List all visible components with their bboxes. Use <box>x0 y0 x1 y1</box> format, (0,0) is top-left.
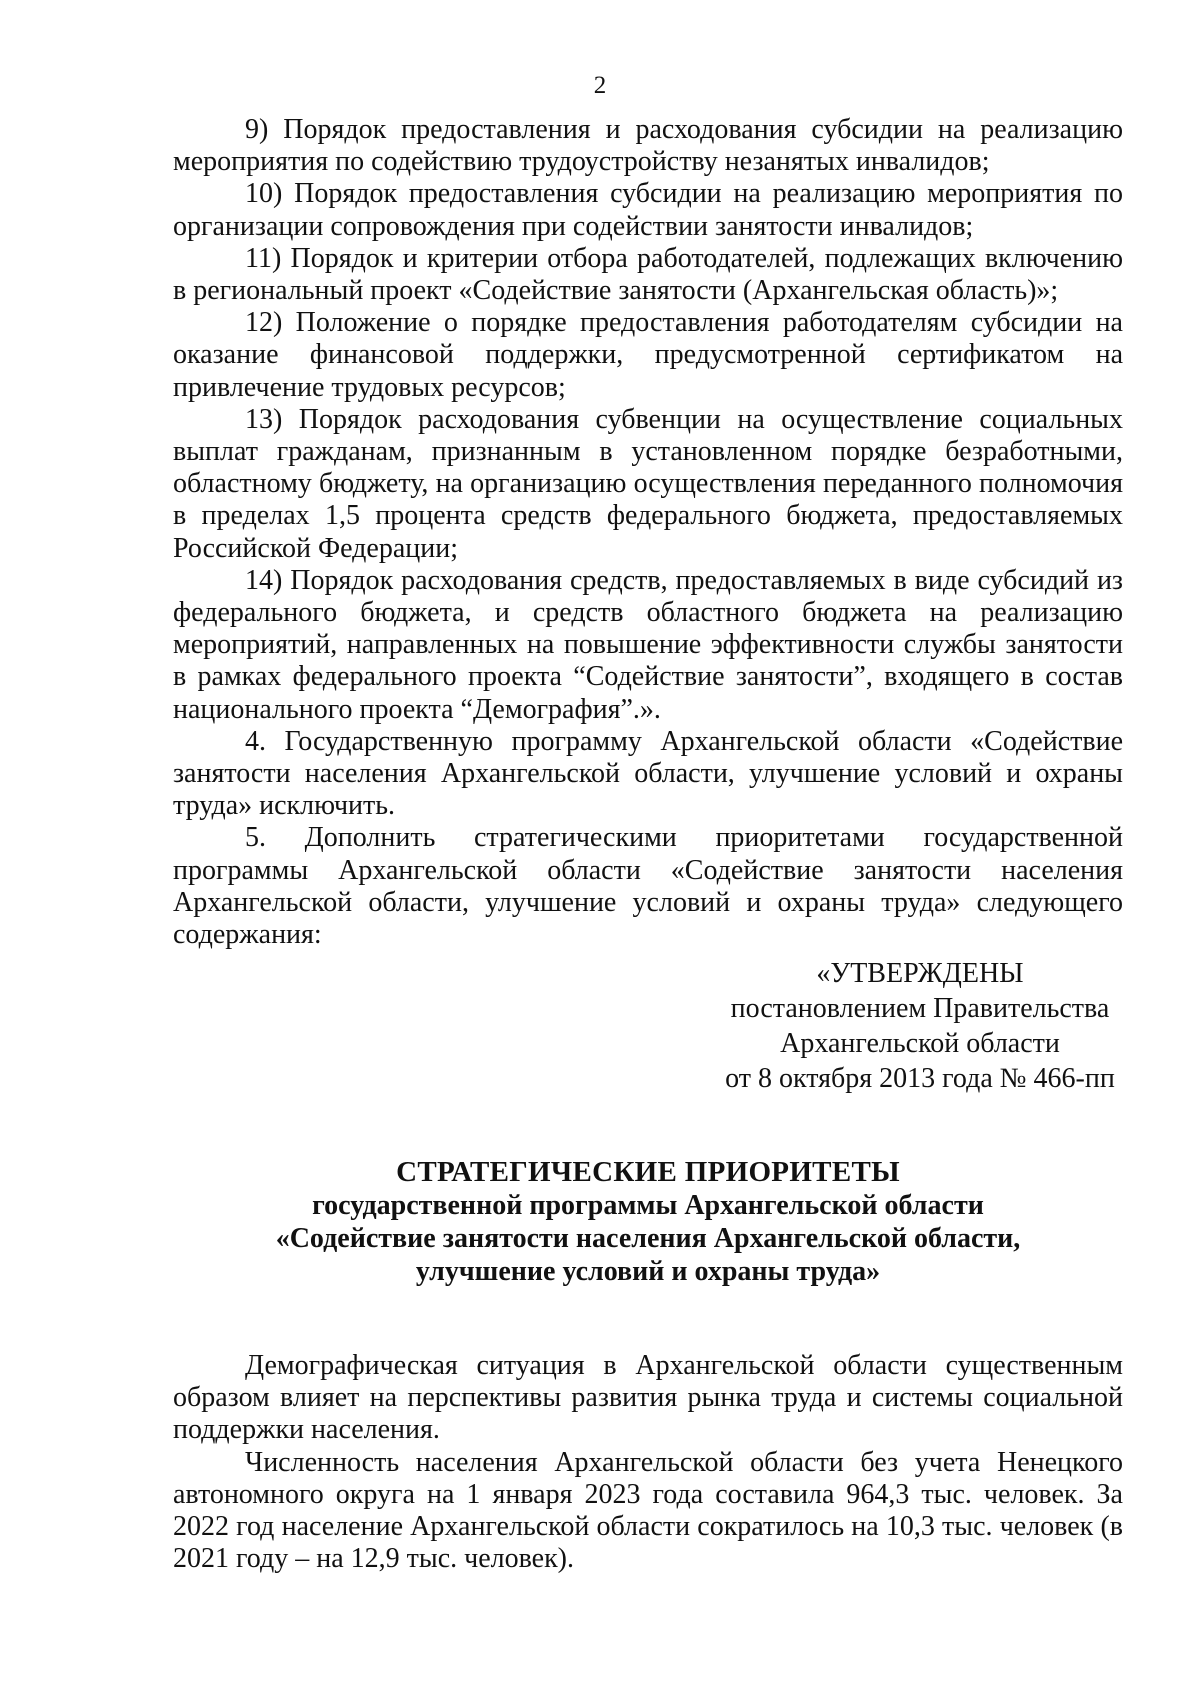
amendment-list <box>173 114 1123 951</box>
body-text <box>173 1350 1123 1575</box>
page-number: 2 <box>593 72 607 99</box>
approval-line-1: «УТВЕРЖДЕНЫ <box>816 958 1024 989</box>
list-item-13: 13) Порядок расходования субвенции на осуществление социальных выплат гражданам, признанным в установленном порядке безработными, областному бюджету, на организацию осуществления переданного полномочия в пределах 1,5 процента средств федерального бюджета, предоставляемых Российской Федерации; <box>173 403 1123 564</box>
approval-line-2: постановлением Правительства <box>730 993 1110 1024</box>
body-paragraph-population: Численность населения Архангельской области без учета Ненецкого автономного округа на 1 января 2023 года составила 964,3 тыс. человек. За 2022 год население Архангельской области сократилось на 10,3 тыс. человек (в 2021 году – на 12,9 тыс. человек). <box>173 1446 1123 1575</box>
approval-stamp <box>700 956 1140 1096</box>
title-line-1: СТРАТЕГИЧЕСКИЕ ПРИОРИТЕТЫ <box>396 1156 900 1188</box>
approval-line-4: от 8 октября 2013 года № 466-пп <box>725 1063 1115 1094</box>
section-title <box>173 1156 1123 1288</box>
body-paragraph-demography: Демографическая ситуация в Архангельской области существенным образом влияет на перспективы развития рынка труда и системы социальной поддержки населения. <box>173 1350 1123 1446</box>
list-item-10: 10) Порядок предоставления субсидии на реализацию мероприятия по организации сопровождения при содействии занятости инвалидов; <box>173 178 1123 242</box>
title-line-3: «Содействие занятости населения Архангельской области, <box>275 1223 1021 1254</box>
title-line-2: государственной программы Архангельской области <box>312 1190 984 1221</box>
title-line-4: улучшение условий и охраны труда» <box>415 1256 881 1287</box>
clause-4: 4. Государственную программу Архангельской области «Содействие занятости населения Архангельской области, улучшение условий и охраны труда» исключить. <box>173 725 1123 822</box>
list-item-11: 11) Порядок и критерии отбора работодателей, подлежащих включению в региональный проект «Содействие занятости (Архангельская область)»; <box>173 242 1123 307</box>
list-item-12: 12) Положение о порядке предоставления работодателям субсидии на оказание финансовой поддержки, предусмотренной сертификатом на привлечение трудовых ресурсов; <box>173 307 1123 403</box>
clause-5: 5. Дополнить стратегическими приоритетами государственной программы Архангельской области «Содействие занятости населения Архангельской области, улучшение условий и охраны труда» следующего содержания: <box>173 822 1123 951</box>
list-item-14: 14) Порядок расходования средств, предоставляемых в виде субсидий из федерального бюджета, и средств областного бюджета на реализацию мероприятий, направленных на повышение эффективности службы занятости в рамках федерального проекта “Содействие занятости”, входящего в состав национального проекта “Демография”.». <box>173 564 1123 725</box>
list-item-9: 9) Порядок предоставления и расходования субсидии на реализацию мероприятия по содействию трудоустройству незанятых инвалидов; <box>173 114 1123 178</box>
approval-line-3: Архангельской области <box>780 1028 1060 1059</box>
